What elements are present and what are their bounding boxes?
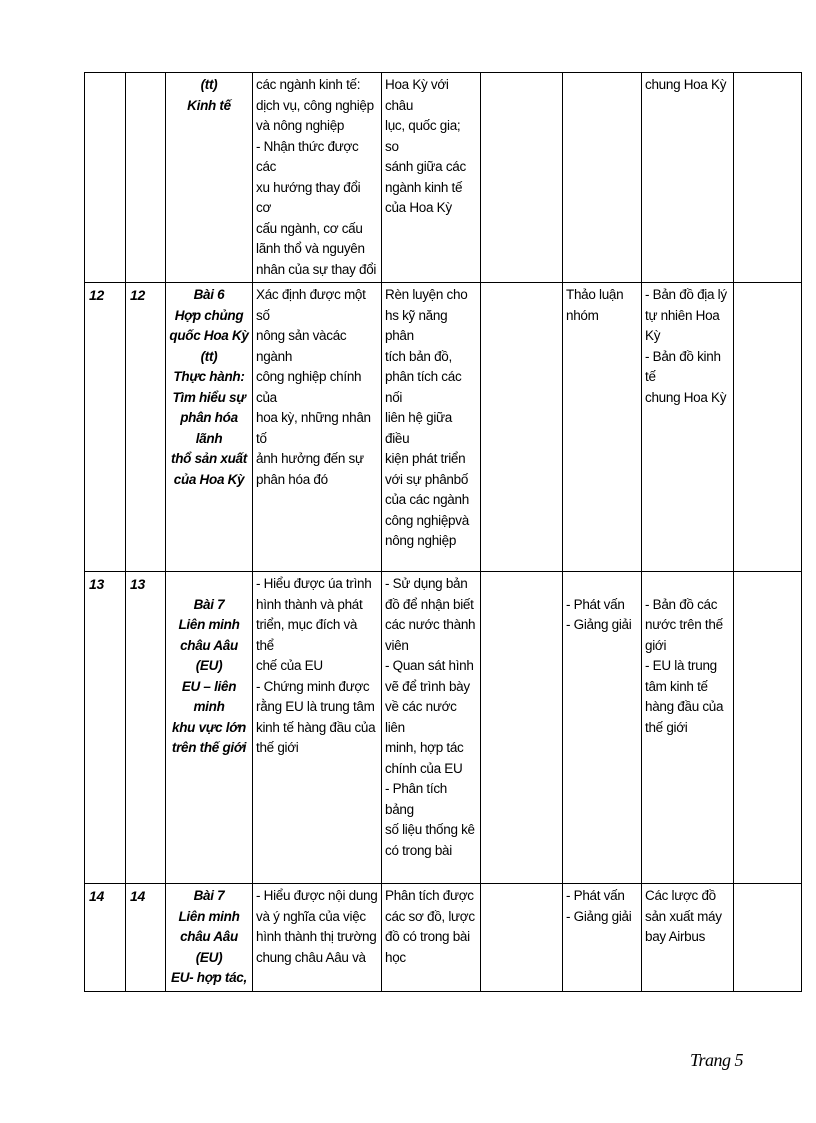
materials-cell: Các lược đồ sản xuất máy bay Airbus xyxy=(642,884,734,992)
period-cell: 12 xyxy=(126,283,166,572)
table-row xyxy=(85,884,802,992)
period-cell: 14 xyxy=(126,884,166,992)
notes-cell xyxy=(734,283,802,572)
period-cell: 13 xyxy=(126,572,166,884)
week-cell: 12 xyxy=(85,283,126,572)
notes-cell xyxy=(734,884,802,992)
week-cell: 13 xyxy=(85,572,126,884)
period-cell xyxy=(126,73,166,283)
attitude-cell xyxy=(481,572,563,884)
table-row xyxy=(85,283,802,572)
knowledge-cell: - Hiểu được úa trình hình thành và phát triển, mục đích và thể chế của EU - Chứng minh được rằng EU là trung tâm kinh tế hàng đầu của thế giới xyxy=(253,572,382,884)
method-cell: - Phát vấn - Giảng giải xyxy=(563,572,642,884)
lesson-title-cell: Bài 6 Hợp chủng quốc Hoa Kỳ (tt) Thực hành: Tìm hiểu sự phân hóa lãnh thổ sản xuất của Hoa Kỳ xyxy=(166,283,253,572)
table-row xyxy=(85,572,802,884)
materials-cell: - Bản đồ các nước trên thế giới - EU là trung tâm kinh tế hàng đầu của thế giới xyxy=(642,572,734,884)
lesson-plan-table xyxy=(84,72,802,992)
week-cell xyxy=(85,73,126,283)
skills-cell: Phân tích được các sơ đồ, lược đồ có trong bài học xyxy=(382,884,481,992)
method-cell: Thảo luận nhóm xyxy=(563,283,642,572)
materials-cell: chung Hoa Kỳ xyxy=(642,73,734,283)
knowledge-cell: - Hiểu được nội dung và ý nghĩa của việc hình thành thị trường chung châu Aâu và xyxy=(253,884,382,992)
attitude-cell xyxy=(481,884,563,992)
method-cell: - Phát vấn - Giảng giải xyxy=(563,884,642,992)
notes-cell xyxy=(734,572,802,884)
page-number: Trang 5 xyxy=(690,1050,744,1070)
skills-cell: - Sử dụng bản đồ để nhận biết các nước thành viên - Quan sát hình vẽ để trình bày về các nước liên minh, hợp tác chính của EU - Phân tích bảng số liệu thống kê có trong bài xyxy=(382,572,481,884)
week-cell: 14 xyxy=(85,884,126,992)
attitude-cell xyxy=(481,73,563,283)
attitude-cell xyxy=(481,283,563,572)
method-cell xyxy=(563,73,642,283)
lesson-title-cell: (tt) Kinh tế xyxy=(166,73,253,283)
skills-cell: Hoa Kỳ với châu lục, quốc gia; so sánh giữa các ngành kinh tế của Hoa Kỳ xyxy=(382,73,481,283)
knowledge-cell: Xác định được một số nông sản vàcác ngành công nghiệp chính của hoa kỳ, những nhân tố ảnh hưởng đến sự phân hóa đó xyxy=(253,283,382,572)
skills-cell: Rèn luyện cho hs kỹ năng phân tích bản đồ, phân tích các nối liên hệ giữa điều kiện phát triển với sự phânbố của các ngành công nghiệpvà nông nghiệp xyxy=(382,283,481,572)
table-row xyxy=(85,73,802,283)
notes-cell xyxy=(734,73,802,283)
lesson-title-cell: Bài 7 Liên minh châu Aâu (EU) EU – liên minh khu vực lớn trên thế giới xyxy=(166,572,253,884)
materials-cell: - Bản đồ địa lý tự nhiên Hoa Kỳ - Bản đồ kinh tế chung Hoa Kỳ xyxy=(642,283,734,572)
knowledge-cell: các ngành kinh tế: dịch vụ, công nghiệp và nông nghiệp - Nhận thức được các xu hướng thay đổi cơ cấu ngành, cơ cấu lãnh thổ và nguyên nhân của sự thay đổi xyxy=(253,73,382,283)
lesson-title-cell: Bài 7 Liên minh châu Aâu (EU) EU- hợp tác, xyxy=(166,884,253,992)
